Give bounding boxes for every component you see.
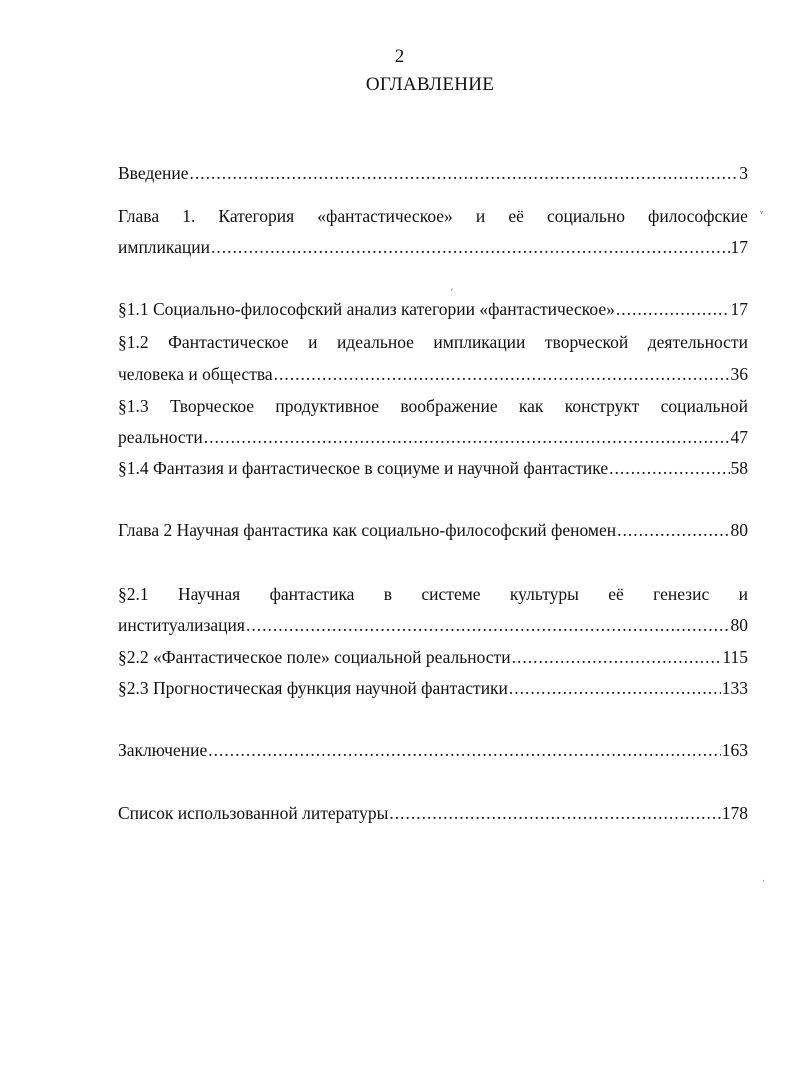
toc-word: философские xyxy=(648,206,748,226)
toc-entry-ch1-line2[interactable] xyxy=(118,236,748,258)
scan-speck: ˊ xyxy=(449,286,459,300)
toc-word: идеальное xyxy=(336,332,414,352)
toc-word: как xyxy=(518,396,544,416)
toc-word: «фантастическое» xyxy=(317,206,453,226)
toc-entry-conclusion[interactable] xyxy=(118,739,748,761)
toc-word: генезис xyxy=(653,584,710,604)
dot-leader xyxy=(211,236,729,258)
toc-entry-page: 133 xyxy=(721,678,748,698)
toc-entry-text: §1.1 Социально-философский анализ категории «фантастическое» xyxy=(118,299,615,319)
toc-word: Научная xyxy=(177,584,241,604)
toc-entry-s23[interactable] xyxy=(118,677,748,699)
toc-entry-page: 47 xyxy=(730,427,748,447)
page-title: ОГЛАВЛЕНИЕ xyxy=(365,74,495,95)
toc-entry-page: 3 xyxy=(739,163,748,183)
toc-word: и xyxy=(475,206,486,226)
dot-leader xyxy=(509,677,721,699)
toc-word: социально xyxy=(546,206,625,226)
toc-entry-page: 17 xyxy=(730,299,748,319)
toc-entry-s21-line1[interactable] xyxy=(118,583,748,605)
toc-word: Творческое xyxy=(169,396,255,416)
toc-entry-text: §2.3 Прогностическая функция научной фантастики xyxy=(118,678,508,698)
toc-entry-text: §1.4 Фантазия и фантастическое в социуме и научной фантастике xyxy=(118,458,609,478)
toc-word: воображение xyxy=(400,396,498,416)
toc-entry-s11[interactable] xyxy=(118,298,748,320)
toc-word: фантастика xyxy=(269,584,355,604)
toc-entry-intro[interactable] xyxy=(118,162,748,184)
toc-word: её xyxy=(608,584,624,604)
toc-entry-page: 17 xyxy=(730,237,748,257)
toc-entry-text: человека и общества xyxy=(118,364,273,384)
toc-entry-text: Список использованной литературы xyxy=(118,803,389,823)
toc-entry-text: §2.2 «Фантастическое поле» социальной реальности xyxy=(118,647,511,667)
toc-word: Глава xyxy=(118,206,160,226)
scan-speck: ᵛ xyxy=(760,208,764,220)
toc-entry-page: 58 xyxy=(730,458,748,478)
toc-entry-text: Введение xyxy=(118,163,189,183)
dot-leader xyxy=(616,298,730,320)
toc-word: §1.3 xyxy=(118,396,149,416)
toc-word: импликации xyxy=(433,332,526,352)
toc-word: и xyxy=(308,332,318,352)
toc-word: §2.1 xyxy=(118,584,149,604)
toc-entry-s12-line2[interactable] xyxy=(118,363,748,385)
dot-leader xyxy=(617,519,729,541)
toc-entry-page: 178 xyxy=(721,803,748,823)
toc-word: продуктивное xyxy=(275,396,380,416)
toc-entry-page: 80 xyxy=(730,520,748,540)
toc-entry-page: 115 xyxy=(722,647,748,667)
toc-word: Категория xyxy=(218,206,295,226)
dot-leader xyxy=(389,802,720,824)
toc-entry-ch2[interactable] xyxy=(118,519,748,541)
dot-leader xyxy=(512,646,722,668)
toc-word: в xyxy=(383,584,393,604)
toc-entry-text: импликации xyxy=(118,237,211,257)
toc-entry-text: реальности xyxy=(118,427,203,447)
toc-entry-s13-line1[interactable] xyxy=(118,395,748,417)
toc-word: творческой xyxy=(544,332,629,352)
toc-word: Фантастическое xyxy=(168,332,289,352)
dot-leader xyxy=(204,426,730,448)
toc-entry-text: Глава 2 Научная фантастика как социально-философский феномен xyxy=(118,520,617,540)
scan-speck: ˈ xyxy=(762,878,766,890)
dot-leader xyxy=(246,614,730,636)
dot-leader xyxy=(208,739,721,761)
toc-entry-text: Заключение xyxy=(118,740,208,760)
toc-word: её xyxy=(508,206,524,226)
toc-entry-s22[interactable] xyxy=(118,646,748,668)
toc-entry-page: 163 xyxy=(721,740,748,760)
dot-leader xyxy=(190,162,739,184)
page-number: 2 xyxy=(394,46,405,67)
toc-word: системе xyxy=(421,584,481,604)
toc-word: §1.2 xyxy=(118,332,149,352)
toc-entry-s12-line1[interactable] xyxy=(118,331,748,353)
toc-word: 1. xyxy=(182,206,196,226)
toc-entry-ch1-line1[interactable] xyxy=(118,205,748,227)
toc-entry-literature[interactable] xyxy=(118,802,748,824)
toc-word: деятельности xyxy=(647,332,748,352)
toc-word: и xyxy=(738,584,748,604)
toc-entry-page: 80 xyxy=(730,615,748,635)
toc-entry-page: 36 xyxy=(730,364,748,384)
dot-leader xyxy=(609,457,729,479)
toc-word: социальной xyxy=(660,396,748,416)
toc-entry-text: институализация xyxy=(118,615,245,635)
toc-entry-s14[interactable] xyxy=(118,457,748,479)
toc-entry-s21-line2[interactable] xyxy=(118,614,748,636)
toc-word: конструкт xyxy=(564,396,640,416)
toc-word: культуры xyxy=(509,584,579,604)
toc-entry-s13-line2[interactable] xyxy=(118,426,748,448)
dot-leader xyxy=(274,363,730,385)
